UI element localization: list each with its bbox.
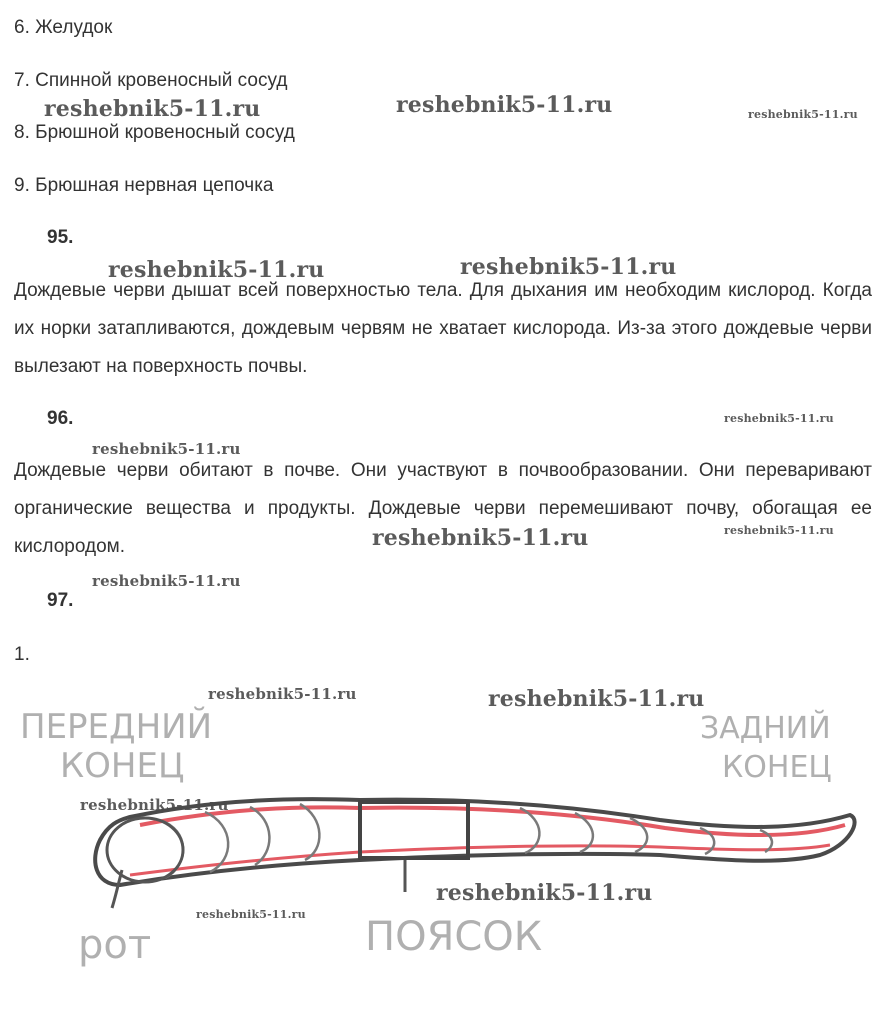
list-item-7: 7. Спинной кровеносный сосуд [14, 70, 288, 91]
label-front-end-2: КОНЕЦ [60, 746, 185, 786]
list-item-8: 8. Брюшной кровеносный сосуд [14, 122, 295, 143]
watermark: reshebnik5-11.ru [396, 92, 613, 118]
watermark: reshebnik5-11.ru [460, 254, 677, 280]
watermark: reshebnik5-11.ru [92, 572, 241, 590]
watermark: reshebnik5-11.ru [44, 96, 261, 122]
worm-body [95, 799, 854, 885]
question-95-number: 95. [47, 227, 74, 248]
watermark: reshebnik5-11.ru [80, 796, 229, 814]
question-96-number: 96. [47, 408, 74, 429]
question-97-number: 97. [47, 590, 74, 611]
watermark: reshebnik5-11.ru [196, 908, 306, 921]
question-96-answer: Дождевые черви обитают в почве. Они участвуют в почвообразовании. Они переваривают органические вещества и продукты. Дождевые черви перемешивают почву, обогащая ее кислородом. [14, 460, 872, 557]
watermark: reshebnik5-11.ru [748, 108, 858, 121]
watermark: reshebnik5-11.ru [488, 686, 705, 712]
watermark: reshebnik5-11.ru [436, 880, 653, 906]
earthworm-drawing [0, 680, 888, 1033]
list-item-6: 6. Желудок [14, 17, 113, 38]
question-95-answer: Дождевые черви дышат всей поверхностью тела. Для дыхания им необходим кислород. Когда их норки затапливаются, дождевым червям не хватает кислорода. Из-за этого дождевые черви вылезают на поверхность почвы. [14, 280, 872, 377]
watermark: reshebnik5-11.ru [724, 524, 834, 537]
label-back-end-2: КОНЕЦ [722, 750, 832, 785]
label-back-end-1: ЗАДНИЙ [700, 711, 831, 746]
worm-red-line-top [140, 807, 845, 835]
watermark: reshebnik5-11.ru [108, 257, 325, 283]
watermark: reshebnik5-11.ru [208, 685, 357, 703]
mouth-pointer [112, 870, 122, 908]
watermark: reshebnik5-11.ru [724, 412, 834, 425]
list-item-9: 9. Брюшная нервная цепочка [14, 175, 274, 196]
label-mouth: рот [78, 922, 152, 968]
label-front-end-1: ПЕРЕДНИЙ [20, 707, 213, 747]
label-girdle: ПОЯСОК [365, 914, 543, 960]
question-97-subitem: 1. [14, 644, 30, 665]
watermark: reshebnik5-11.ru [372, 525, 589, 551]
watermark: reshebnik5-11.ru [92, 440, 241, 458]
